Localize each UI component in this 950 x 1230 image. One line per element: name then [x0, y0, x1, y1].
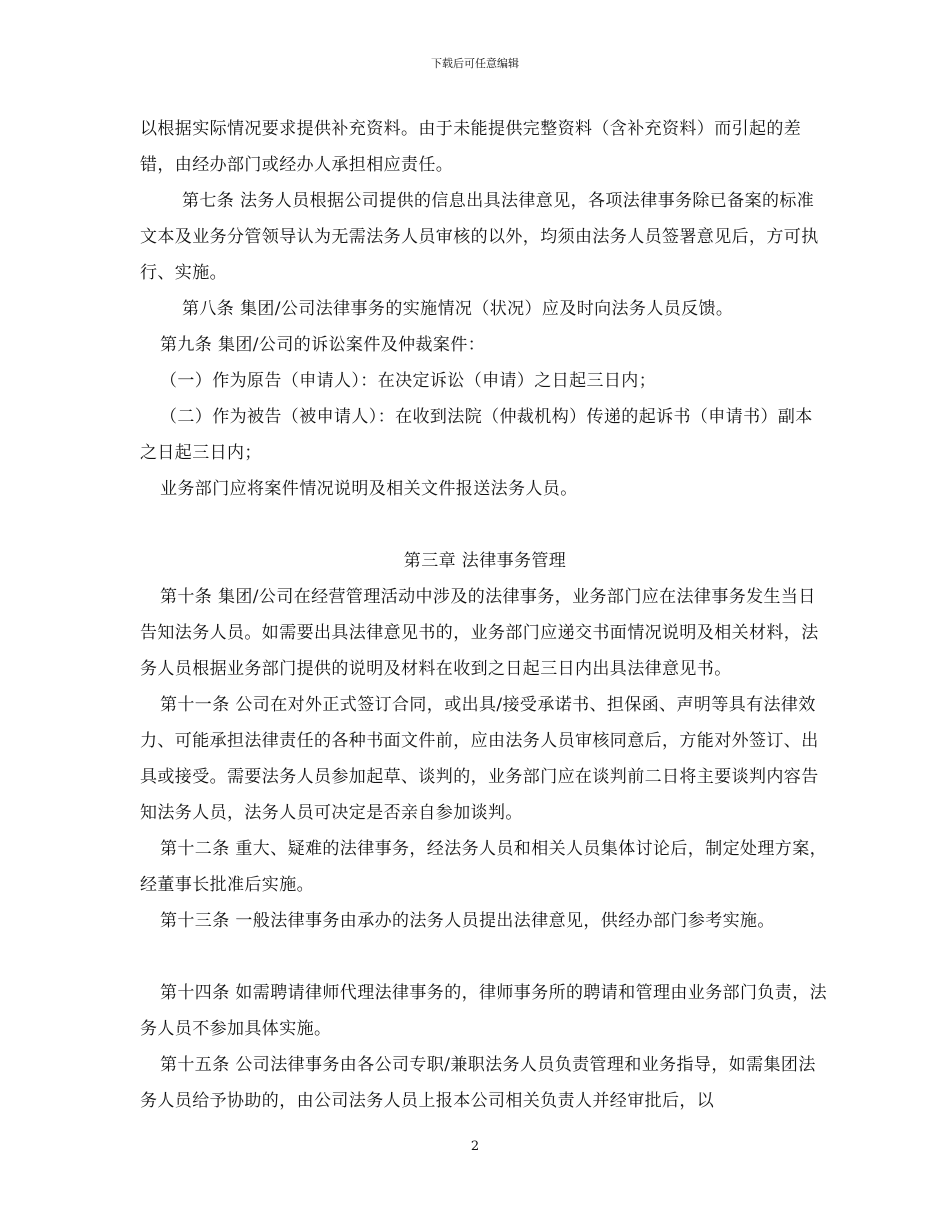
article-7: 第七条 法务人员根据公司提供的信息出具法律意见，各项法律事务除已备案的标准文本及业务分管领导认为无需法务人员审核的以外，均须由法务人员签署意见后，方可执行、实施。: [140, 191, 819, 283]
article-9-item-1: （一）作为原告（申请人）：在决定诉讼（申请）之日起三日内；: [160, 371, 657, 391]
chapter-heading: 第三章 法律事务管理: [403, 551, 567, 571]
article-14: 第十四条 如需聘请律师代理法律事务的，律师事务所的聘请和管理由业务部门负责，法务人员不参加具体实施。: [140, 983, 828, 1039]
article-9-note: 业务部门应将案件情况说明及相关文件报送法务人员。: [160, 479, 578, 499]
page-header: 下载后可任意编辑: [431, 57, 519, 70]
article-15: 第十五条 公司法律事务由各公司专职/兼职法务人员负责管理和业务指导，如需集团法务人员给予协助的，由公司法务人员上报本公司相关负责人并经审批后，以: [140, 1055, 816, 1111]
spacer: [140, 939, 830, 975]
article-9-item-2: （二）作为被告（被申请人）：在收到法院（仲裁机构）传递的起诉书（申请书）副本之日起三日内；: [140, 407, 813, 463]
document-body: [140, 111, 830, 1119]
article-8: 第八条 集团/公司法律事务的实施情况（状况）应及时向法务人员反馈。: [182, 299, 734, 319]
article-9: 第九条 集团/公司的诉讼案件及仲裁案件：: [160, 335, 486, 355]
page-number: 2: [470, 1139, 480, 1154]
spacer: [140, 507, 830, 543]
article-12: 第十二条 重大、疑难的法律事务，经法务人员和相关人员集体讨论后，制定处理方案，经董事长批准后实施。: [140, 839, 828, 895]
article-13: 第十三条 一般法律事务由承办的法务人员提出法律意见，供经办部门参考实施。: [160, 911, 775, 931]
article-11: 第十一条 公司在对外正式签订合同，或出具/接受承诺书、担保函、声明等具有法律效力、可能承担法律责任的各种书面文件前，应由法务人员审核同意后，方能对外签订、出具或接受。需要法务人员参加起草、谈判的，业务部门应在谈判前二日将主要谈判内容告知法务人员，法务人员可决定是否亲自参加谈判。: [140, 695, 819, 823]
article-10: 第十条 集团/公司在经营管理活动中涉及的法律事务，业务部门应在法律事务发生当日告知法务人员。如需要出具法律意见书的，业务部门应递交书面情况说明及相关材料，法务人员根据业务部门提供的说明及材料在收到之日起三日内出具法律意见书。: [140, 587, 819, 679]
paragraph-continuation: 以根据实际情况要求提供补充资料。由于未能提供完整资料（含补充资料）而引起的差错，由经办部门或经办人承担相应责任。: [140, 119, 802, 175]
